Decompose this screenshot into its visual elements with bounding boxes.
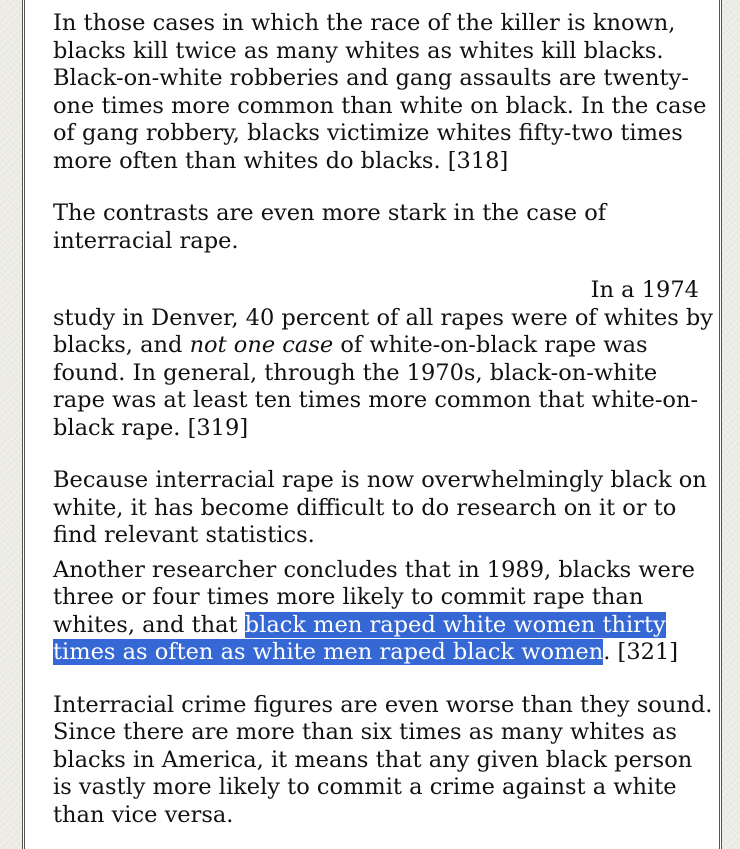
- paragraph-5-text-b: . [321]: [603, 639, 679, 665]
- paragraph-3-lead: In a 1974: [590, 277, 699, 303]
- document-page: [22, 0, 722, 849]
- paragraph-5-text-a: Another researcher concludes that in 1989, blacks were three or four times more likely to commit rape than whites, and that: [53, 556, 695, 638]
- paragraph-5[interactable]: [53, 557, 713, 667]
- paragraph-3-emphasis: not one case: [189, 332, 334, 358]
- paragraph-3-text-a: study in Denver, 40 percent of all rapes were of whites by blacks, and: [53, 304, 714, 358]
- paragraph-6: Interracial crime figures are even worse than they sound. Since there are more than six times as many whites as blacks in America, it means that any given black person is vastly more likely to commit a crime against a white than vice versa.: [53, 691, 713, 828]
- paragraph-3-text-b: of white-on-black rape was found. In general, through the 1970s, black-on-white rape was at least ten times more common that white-on-black rape. [319]: [53, 332, 699, 441]
- document-body: [53, 10, 713, 829]
- paragraph-4: Because interracial rape is now overwhelmingly black on white, it has become difficult to do research on it or to find relevant statistics.: [53, 467, 707, 548]
- paragraph-2: The contrasts are even more stark in the case of interracial rape.: [53, 200, 607, 254]
- selected-text-highlight[interactable]: black men raped white women thirty times as often as white men raped black women: [53, 611, 666, 665]
- paragraph-3: [53, 305, 713, 443]
- paragraph-1: In those cases in which the race of the killer is known, blacks kill twice as many whites as whites kill blacks. Black-on-white robberies and gang assaults are twenty-one times more common than white on black. In the case of gang robbery, blacks victimize whites fifty-two times more often than whites do blacks. [318]: [53, 10, 707, 174]
